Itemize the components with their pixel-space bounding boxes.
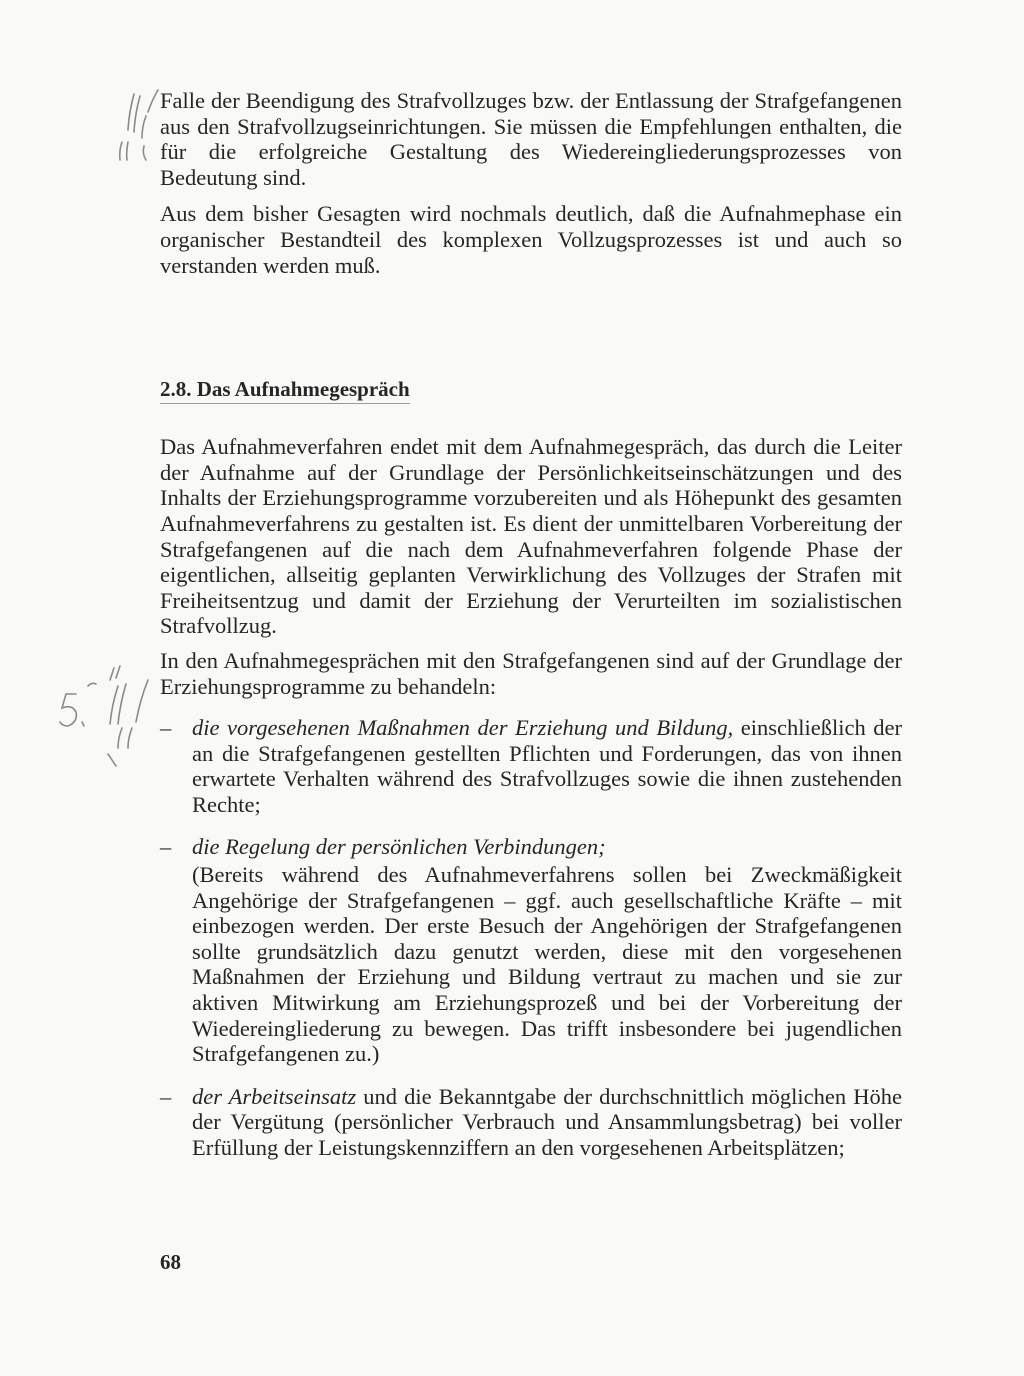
paragraph-4: In den Aufnahmegesprächen mit den Strafgefangenen sind auf der Grundlage der Erziehungsprogramme zu behandeln: bbox=[160, 647, 902, 699]
list-dash: – bbox=[160, 1083, 172, 1109]
document-page bbox=[160, 88, 902, 1161]
list-item-lead: die Regelung der persönlichen Verbindungen; bbox=[192, 834, 606, 860]
paragraph-2: Aus dem bisher Gesagten wird nochmals deutlich, daß die Aufnahmephase ein organischer Bestandteil des komplexen Vollzugsprozesses ist und auch so verstanden werden muß. bbox=[160, 201, 902, 278]
section-number: 2.8. bbox=[160, 377, 192, 402]
list-item-lead: die vorgesehenen Maßnahmen der Erziehung und Bildung, bbox=[192, 715, 734, 741]
page-number: 68 bbox=[160, 1250, 181, 1274]
list-item bbox=[160, 715, 902, 817]
list-item-text: einschließlich der an die Strafgefangenen gestellten Pflichten und Forderungen, das von ihnen erwartete Verhalten während des Strafvollzuges sowie die ihnen zustehenden Rechte; bbox=[192, 715, 902, 817]
list-item-note: (Bereits während des Aufnahmeverfahrens sollen bei Zweckmäßigkeit Angehörige der Strafgefangenen – ggf. auch gesellschaftliche Kräfte – mit einbezogen werden. Der erste Besuch der Angehörigen der Strafgefangenen sollte grundsätzlich dazu genutzt werden, diese mit den vorgesehenen Maßnahmen der Erziehung und Bildung vertraut zu machen und sie zur aktiven Mitwirkung am Erziehungsprozeß und bei der Vorbereitung der Wiedereingliederung zu bewegen. Das trifft insbesondere bei jugendlichen Strafgefangenen zu.) bbox=[192, 862, 902, 1067]
handwritten-margin-mark-top bbox=[112, 86, 162, 186]
section-title: Das Aufnahmegespräch bbox=[196, 377, 410, 402]
paragraph-3: Das Aufnahmeverfahren endet mit dem Aufnahmegespräch, das durch die Leiter der Aufnahme auf der Grundlage der Persönlichkeitseinschätzungen und des Inhalts der Erziehungsprogramme vorzubereiten und als Höhepunkt des gesamten Aufnahmeverfahrens zu gestalten ist. Es dient der unmittelbaren Vorbereitung der Strafgefangenen auf die nach dem Aufnahmeverfahren folgende Phase der eigentlichen, allseitig geplanten Verwirklichung des Vollzuges der Strafen mit Freiheitsentzug und damit der Erziehung der Verurteilten im sozialistischen Strafvollzug. bbox=[160, 434, 902, 639]
list-dash: – bbox=[160, 834, 172, 860]
paragraph-1: Falle der Beendigung des Strafvollzuges bzw. der Entlassung der Strafgefangenen aus den Strafvollzugseinrichtungen. Sie müssen die Empfehlungen enthalten, die für die erfolgreiche Gestaltung des Wiedereingliederungsprozesses von Bedeutung sind. bbox=[160, 88, 902, 190]
section-heading bbox=[160, 376, 410, 402]
list-item bbox=[160, 834, 902, 1066]
handwritten-margin-mark-bottom bbox=[52, 662, 162, 772]
list-dash: – bbox=[160, 715, 172, 741]
list-item-lead: der Arbeitseinsatz bbox=[192, 1083, 357, 1109]
list-item-text: und die Bekanntgabe der durchschnittlich möglichen Höhe der Vergütung (persönlicher Verbrauch und Ansammlungsbetrag) bei voller Erfüllung der Leistungskennziffern an den vorgesehenen Arbeitsplätzen; bbox=[192, 1083, 902, 1160]
topic-list bbox=[160, 715, 902, 1161]
list-item bbox=[160, 1084, 902, 1161]
